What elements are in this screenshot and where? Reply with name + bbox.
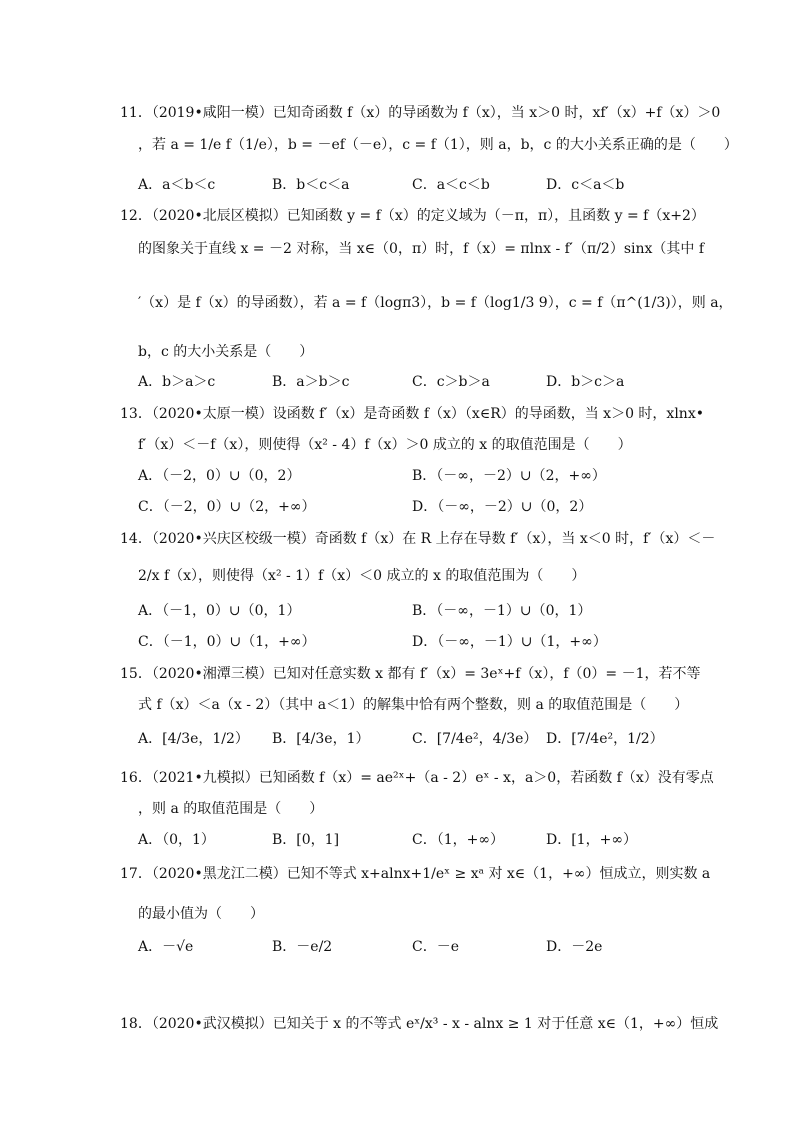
question-15-option-c: C．[7/4e²，4/3e）	[412, 731, 538, 747]
question-14-option-c: C．（－1，0）∪（1，+∞）	[138, 634, 316, 650]
question-13-option-b: B．（－∞，－2）∪（2，+∞）	[412, 468, 606, 484]
question-11-option-c: C．a＜c＜b	[412, 177, 490, 193]
question-14-option-a: A．（－1，0）∪（0，1）	[138, 603, 301, 619]
question-13-option-c: C．（－2，0）∪（2，+∞）	[138, 499, 316, 515]
question-12-option-c: C．c＞b＞a	[412, 374, 490, 390]
question-14-option-b: B．（－∞，－1）∪（0，1）	[412, 603, 592, 619]
question-12-line-4: b，c 的大小关系是（ ）	[138, 344, 314, 360]
question-15-line-2: 式 f（x）＜a（x - 2）（其中 a＜1）的解集中恰有两个整数，则 a 的取值范围是（ ）	[138, 697, 689, 713]
question-16-option-b: B．[0，1]	[272, 832, 340, 848]
question-18-line-1: 18．（2020•武汉模拟）已知关于 x 的不等式 eˣ/x³ - x - alnx ≥ 1 对于任意 x∈（1，+∞）恒成	[120, 1016, 719, 1032]
question-11-option-a: A．a＜b＜c	[138, 177, 216, 193]
question-14-line-2: 2/x f（x），则使得（x² - 1）f（x）＜0 成立的 x 的取值范围为（ ）	[138, 568, 586, 584]
question-11-line-2: ，若 a = 1/e f（1/e），b = －ef（－e），c = f（1），则 a，b，c 的大小关系正确的是（ ）	[138, 137, 738, 153]
question-12-line-2: 的图象关于直线 x = －2 对称，当 x∈（0，π）时，f（x）= πlnx - f′（π/2）sinx（其中 f	[138, 241, 705, 257]
question-16-line-2: ，则 a 的取值范围是（ ）	[138, 801, 324, 817]
question-12-line-3: ′（x）是 f（x）的导函数），若 a = f（logπ3），b = f（log1/3 9），c = f（π^(1/3)），则 a，	[138, 295, 733, 311]
question-17-option-c: C．－e	[412, 939, 459, 955]
question-17-option-d: D．－2e	[546, 939, 603, 955]
question-12-option-a: A．b＞a＞c	[138, 374, 216, 390]
question-16-option-c: C．（1，+∞）	[412, 832, 505, 848]
question-13-option-d: D．（－∞，－2）∪（0，2）	[412, 499, 593, 515]
question-15-option-a: A．[4/3e，1/2）	[138, 731, 249, 747]
question-17-option-b: B．－e/2	[272, 939, 333, 955]
question-12-option-b: B．a＞b＞c	[272, 374, 350, 390]
question-13-option-a: A．（－2，0）∪（0，2）	[138, 468, 301, 484]
question-17-line-1: 17．（2020•黑龙江二模）已知不等式 x+alnx+1/eˣ ≥ xᵃ 对 x∈（1，+∞）恒成立，则实数 a	[120, 866, 711, 882]
question-12-line-1: 12．（2020•北辰区模拟）已知函数 y = f（x）的定义域为（－π，π），且函数 y = f（x+2）	[120, 208, 705, 224]
question-11-option-d: D．c＜a＜b	[546, 177, 625, 193]
question-15-option-d: D．[7/4e²，1/2）	[546, 731, 664, 747]
question-16-option-d: D．[1，+∞）	[546, 832, 637, 848]
question-15-option-b: B．[4/3e，1）	[272, 731, 370, 747]
question-14-line-1: 14．（2020•兴庆区校级一模）奇函数 f（x）在 R 上存在导数 f′（x），当 x＜0 时，f′（x）＜－	[120, 531, 716, 547]
question-17-option-a: A．－√e	[138, 939, 194, 955]
question-16-line-1: 16．（2021•九模拟）已知函数 f（x）= ae²ˣ+（a - 2）eˣ - x，a＞0，若函数 f（x）没有零点	[120, 770, 714, 786]
question-11-option-b: B．b＜c＜a	[272, 177, 350, 193]
question-16-option-a: A．（0，1）	[138, 832, 215, 848]
question-11-line-1: 11．（2019•咸阳一模）已知奇函数 f（x）的导函数为 f（x），当 x＞0 时，xf′（x）+f（x）＞0	[120, 105, 721, 121]
question-13-line-1: 13．（2020•太原一模）设函数 f′（x）是奇函数 f（x）（x∈R）的导函数，当 x＞0 时，xlnx•	[120, 406, 704, 422]
question-14-option-d: D．（－∞，－1）∪（1，+∞）	[412, 634, 607, 650]
question-13-line-2: f′（x）＜－f（x），则使得（x² - 4）f（x）＞0 成立的 x 的取值范围是（ ）	[138, 437, 632, 453]
question-12-option-d: D．b＞c＞a	[546, 374, 625, 390]
question-15-line-1: 15．（2020•湘潭三模）已知对任意实数 x 都有 f′（x）= 3eˣ+f（x），f（0）= －1，若不等	[120, 666, 701, 682]
question-17-line-2: 的最小值为（ ）	[138, 906, 264, 922]
